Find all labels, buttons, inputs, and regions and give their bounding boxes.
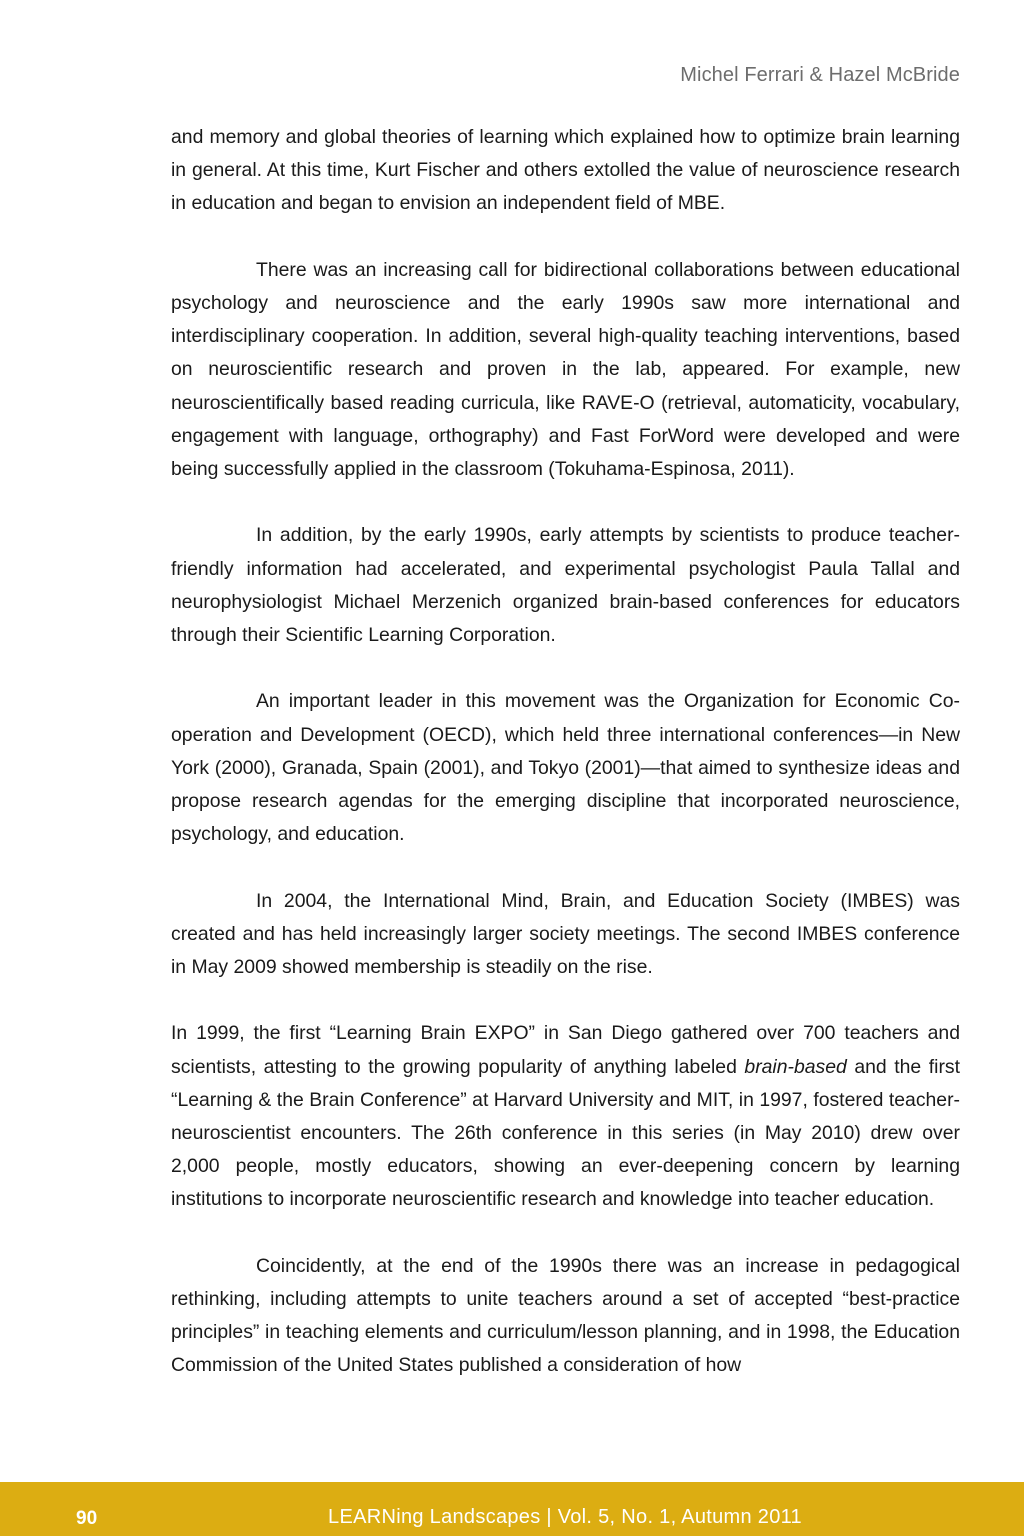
expo-text-before-italic: In 1999, the first “Learning Brain EXPO” in San Diego gathered over 700 teachers and scientists, attesting to the growing popularity of anything labeled [171,1022,960,1078]
paragraph-imbes: In 2004, the International Mind, Brain, and Education Society (IMBES) was created and has held increasingly larger society meetings. The second IMBES conference in May 2009 showed membership is steadily on the rise. [171,889,960,979]
journal-citation: LEARNing Landscapes | Vol. 5, No. 1, Autumn 2011 [328,1506,802,1528]
paragraph-oecd: An important leader in this movement was the Organization for Economic Co-operation and Development (OECD), which held three international conferences—in New York (2000), Granada, Spain (2001), and Tokyo (2001)—that aimed to synthesize ideas and propose research agendas for the emerging discipline that incorporated neuroscience, psychology, and education. [171,690,960,846]
running-head-authors: Michel Ferrari & Hazel McBride [680,64,960,86]
paragraph-bidirectional-collaborations: There was an increasing call for bidirectional collaborations between educational psychology and neuroscience and the early 1990s saw more international and interdisciplinary cooperation. In addition, several high-quality teaching interventions, based on neuroscientific research and proven in the lab, appeared. For example, new neuroscientifically based reading curricula, like RAVE-O (retrieval, automaticity, vocabulary, engagement with language, orthography) and Fast ForWord were developed and were being successfully applied in the classroom (Tokuhama-Espinosa, 2011). [171,258,960,481]
paragraph-learning-brain-expo [171,1017,960,1216]
paragraph-teacher-friendly-information: In addition, by the early 1990s, early attempts by scientists to produce teacher-friendly information had accelerated, and experimental psychologist Paula Tallal and neurophysiologist Michael Merzenich organized brain-based conferences for educators through their Scientific Learning Corporation. [171,524,960,647]
expo-italic-term: brain-based [744,1055,847,1078]
paragraph-pedagogical-rethinking: Coincidently, at the end of the 1990s there was an increase in pedagogical rethinking, including attempts to unite teachers around a set of accepted “best-practice principles” in teaching elements and curriculum/lesson planning, and in 1998, the Education Commission of the United States published a consideration of how [171,1254,960,1377]
article-body [171,121,960,1383]
expo-text-after-italic: and the first “Learning & the Brain Conference” at Harvard University and MIT, in 1997, fostered teacher-neuroscientist encounters. The 26th conference in this series (in May 2010) drew over 2,000 people, mostly educators, showing an ever-deepening concern by learning institutions to incorporate neuroscientific research and knowledge into teacher education. [171,1055,960,1211]
paragraph-continuation: and memory and global theories of learning which explained how to optimize brain learning in general. At this time, Kurt Fischer and others extolled the value of neuroscience research in education and began to envision an independent field of MBE. [171,126,960,215]
page-number: 90 [76,1508,98,1529]
